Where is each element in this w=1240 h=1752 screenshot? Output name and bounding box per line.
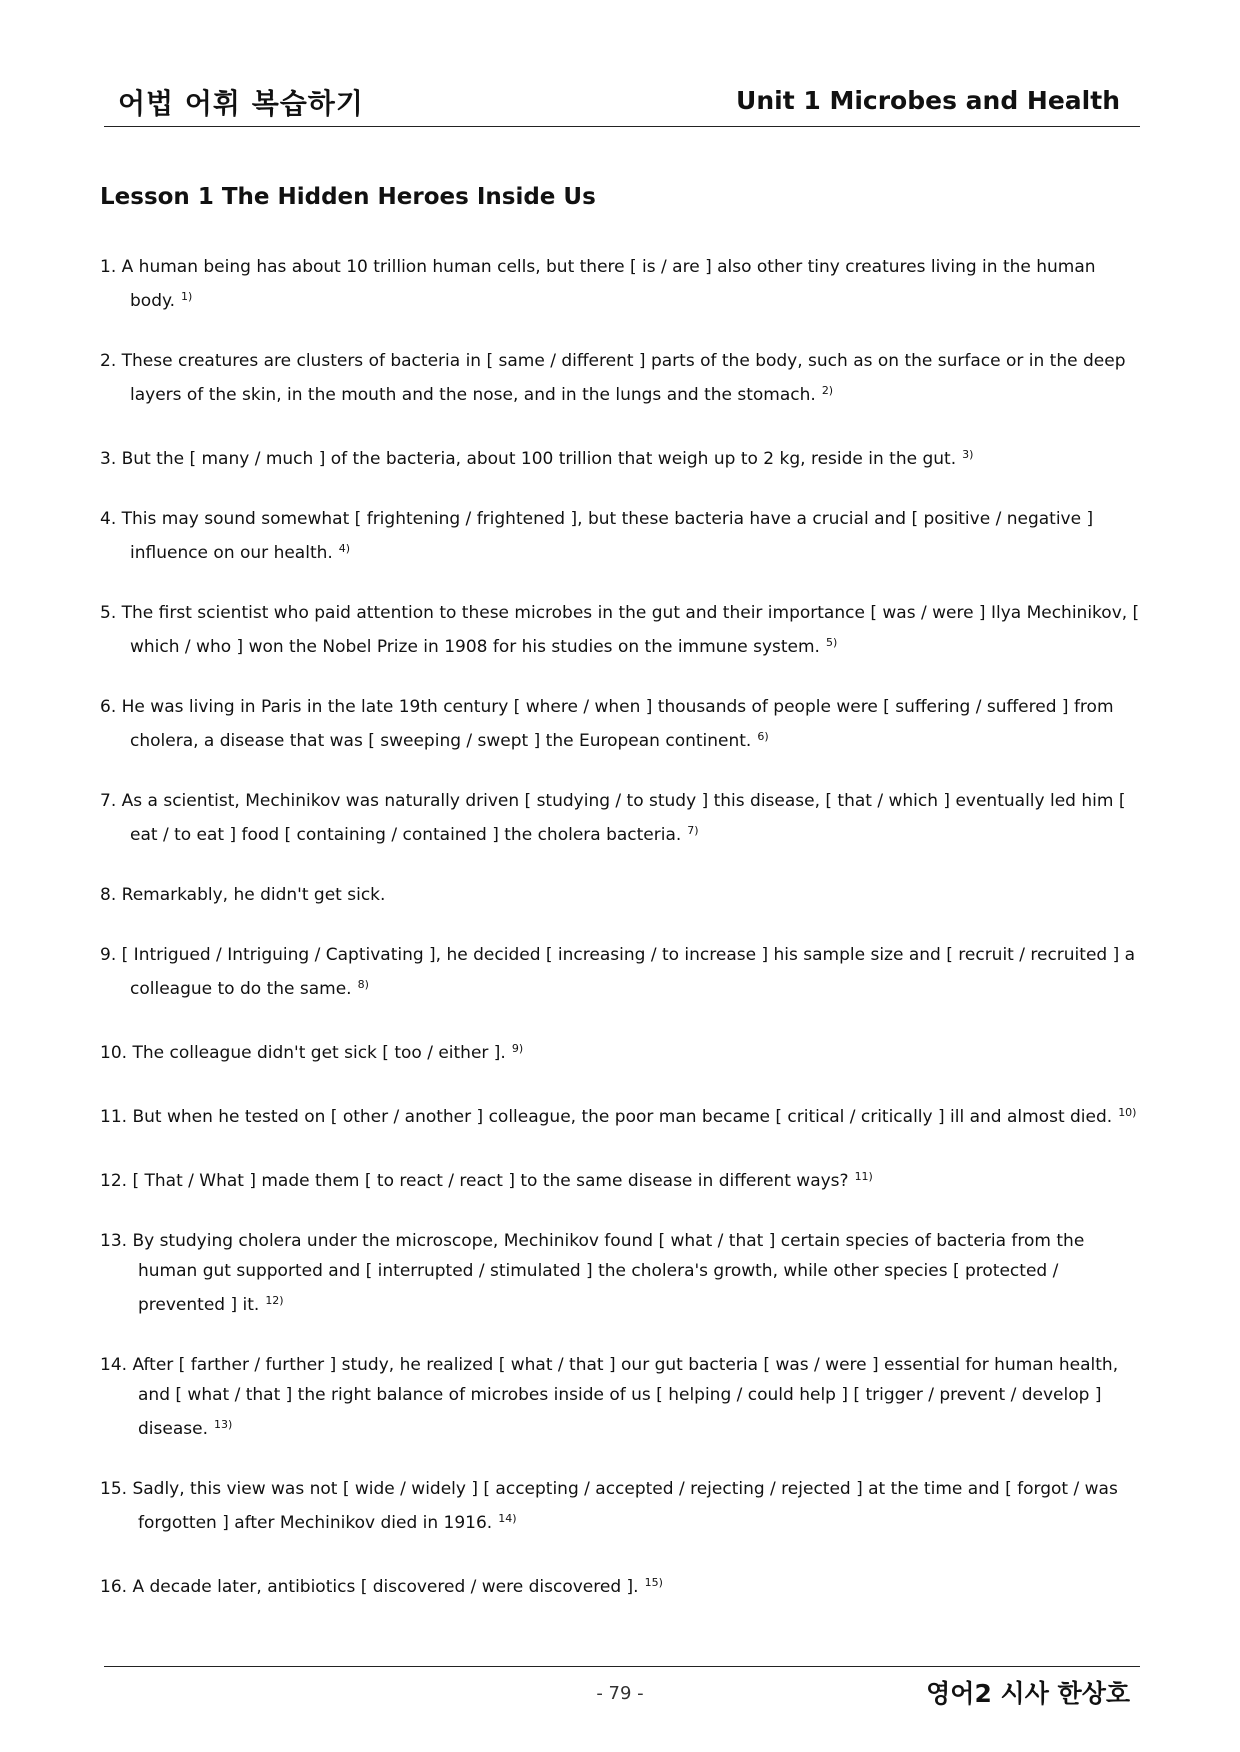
item-text: Sadly, this view was not [ wide / widely ] [ accepting / accepted / rejecting / rejected ] at the time and [ forgot / was forgotten ] after Mechinikov died in 1916. [132, 1479, 1118, 1533]
exercise-item [100, 1162, 1140, 1196]
item-text: This may sound somewhat [ frightening / frightened ], but these bacteria have a crucial and [ positive / negative ] influence on our health. [121, 509, 1094, 563]
footnote-ref: 5) [825, 636, 838, 649]
exercise-item [100, 346, 1140, 410]
author-credit: 영어2 시사 한상호 [926, 1679, 1130, 1708]
exercise-item [100, 1568, 1140, 1602]
exercise-item [100, 1098, 1140, 1132]
item-number: 4. [100, 509, 117, 529]
exercise-item [100, 598, 1140, 662]
exercise-item [100, 880, 1140, 910]
footnote-ref: 13) [213, 1418, 233, 1431]
exercise-item [100, 692, 1140, 756]
item-number: 10. [100, 1043, 128, 1063]
item-number: 8. [100, 885, 117, 905]
item-text: The colleague didn't get sick [ too / either ]. [132, 1043, 506, 1063]
item-number: 15. [100, 1479, 128, 1499]
exercise-item [100, 1474, 1140, 1538]
exercise-item [100, 504, 1140, 568]
item-text: [ That / What ] made them [ to react / react ] to the same disease in different ways? [132, 1171, 849, 1191]
exercise-item [100, 940, 1140, 1004]
item-text: But the [ many / much ] of the bacteria, about 100 trillion that weigh up to 2 kg, reside in the gut. [121, 449, 957, 469]
page-number: - 79 - [596, 1683, 644, 1704]
exercise-item [100, 1034, 1140, 1068]
footnote-ref: 14) [498, 1512, 517, 1525]
footnote-ref: 9) [511, 1042, 524, 1055]
exercise-item [100, 1350, 1140, 1444]
footnote-ref: 2) [821, 384, 834, 397]
item-text: He was living in Paris in the late 19th century [ where / when ] thousands of people were [ suffering / suffered ] from cholera, a disease that was [ sweeping / swept ] the European continent. [121, 697, 1114, 751]
lesson-title: Lesson 1 The Hidden Heroes Inside Us [100, 184, 596, 210]
exercise-item [100, 252, 1140, 316]
item-number: 3. [100, 449, 117, 469]
item-number: 14. [100, 1355, 128, 1375]
item-number: 16. [100, 1577, 128, 1597]
item-text: A decade later, antibiotics [ discovered / were discovered ]. [132, 1577, 639, 1597]
item-number: 11. [100, 1107, 128, 1127]
item-number: 1. [100, 257, 117, 277]
footnote-ref: 12) [265, 1294, 284, 1307]
item-text: But when he tested on [ other / another ] colleague, the poor man became [ critical / critically ] ill and almost died. [132, 1107, 1113, 1127]
footnote-ref: 11) [854, 1170, 873, 1183]
footnote-ref: 6) [757, 730, 769, 743]
item-number: 2. [100, 351, 117, 371]
footnote-ref: 10) [1118, 1106, 1137, 1119]
item-text: The first scientist who paid attention to these microbes in the gut and their importance [ was / were ] Ilya Mechinikov, [ which / who ] won the Nobel Prize in 1908 for his studies on the immune system. [121, 603, 1140, 657]
header-divider [104, 126, 1140, 127]
header-title: 어법 어휘 복습하기 [118, 87, 364, 120]
item-number: 7. [100, 791, 117, 811]
item-text: A human being has about 10 trillion human cells, but there [ is / are ] also other tiny creatures living in the human body. [121, 257, 1096, 311]
footnote-ref: 8) [357, 978, 369, 991]
item-text: By studying cholera under the microscope, Mechinikov found [ what / that ] certain species of bacteria from the human gut supported and [ interrupted / stimulated ] the cholera's growth, while other species [ protected / prevented ] it. [132, 1231, 1085, 1315]
item-text: As a scientist, Mechinikov was naturally driven [ studying / to study ] this disease, [ that / which ] eventually led him [ eat / to eat ] food [ containing / contained ] the cholera bacteria. [121, 791, 1126, 845]
item-text: Remarkably, he didn't get sick. [121, 885, 386, 905]
footnote-ref: 4) [338, 542, 351, 555]
item-number: 6. [100, 697, 117, 717]
item-text: [ Intrigued / Intriguing / Captivating ], he decided [ increasing / to increase ] his sample size and [ recruit / recruited ] a colleague to do the same. [121, 945, 1136, 999]
item-number: 13. [100, 1231, 128, 1251]
item-number: 9. [100, 945, 117, 965]
exercise-list [100, 252, 1140, 1632]
footnote-ref: 15) [644, 1576, 663, 1589]
exercise-item [100, 1226, 1140, 1320]
item-number: 12. [100, 1171, 128, 1191]
item-text: These creatures are clusters of bacteria in [ same / different ] parts of the body, such as on the surface or in the deep layers of the skin, in the mouth and the nose, and in the lungs and the stomach. [121, 351, 1126, 405]
footer-divider [104, 1666, 1140, 1667]
unit-title: Unit 1 Microbes and Health [736, 86, 1120, 115]
exercise-item [100, 786, 1140, 850]
exercise-item [100, 440, 1140, 474]
item-text: After [ farther / further ] study, he realized [ what / that ] our gut bacteria [ was / were ] essential for human health, and [ what / that ] the right balance of microbes inside of us [ helping / could help ] [ trigger / prevent / develop ] disease. [132, 1355, 1119, 1439]
item-number: 5. [100, 603, 117, 623]
footnote-ref: 7) [687, 824, 699, 837]
footnote-ref: 1) [181, 290, 193, 303]
footnote-ref: 3) [962, 448, 974, 461]
